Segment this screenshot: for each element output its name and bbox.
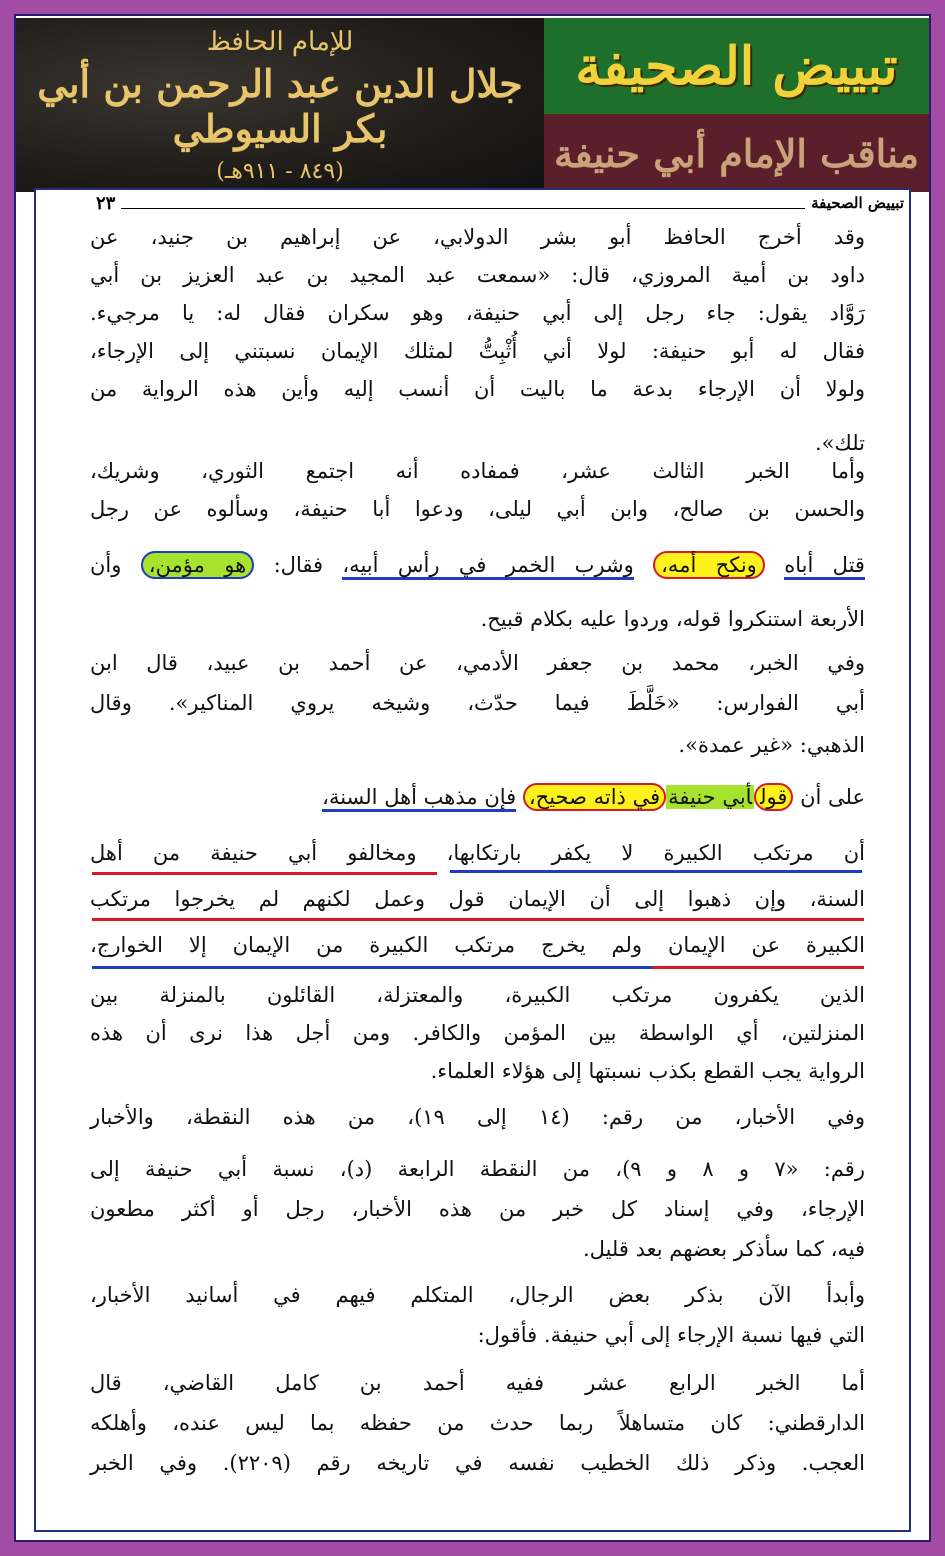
book-subtitle: مناقب الإمام أبي حنيفة [553,130,920,176]
highlighted-line-14 [90,778,865,816]
text-line-16: السنة، وإن ذهبوا إلى أن الإيمان قول وعمل لكنهم لم يخرجوا مرتكب [90,887,865,911]
phrase-said: فقال: [273,553,324,577]
text-line-17: الكبيرة عن الإيمان ولم يخرج مرتكب الكبيرة من الإيمان إلا الخوارج، [90,933,865,957]
text-line-1: وقد أخرج الحافظ أبو بشر الدولابي، عن إبراهيم بن جنيد، عن [90,225,865,249]
phrase-saying: قول [754,783,793,811]
phrase-abu-hanifa: أبي حنيفة [668,785,753,809]
text-line-21: وفي الأخبار، من رقم: (١٤ إلى ١٩)، من هذه النقطة، والأخبار [90,1105,865,1129]
phrase-drank-wine: وشرب الخمر في رأس أبيه، [342,553,633,580]
text-line-15: أن مرتكب الكبيرة لا يكفر بارتكابها، ومخالفو أبي حنيفة من أهل [90,841,865,865]
phrase-and-that: وأن [90,553,122,577]
text-line-13: الذهبي: «غير عمدة». [678,733,865,757]
text-line-22: رقم: «٧ و ٨ و ٩)، من النقطة الرابعة (د)، نسبة أبي حنيفة إلى [90,1157,865,1181]
text-line-29: العجب. وذكر ذلك الخطيب نفسه في تاريخه رقم (٢٢٠٩). وفي الخبر [90,1451,865,1475]
author-name: جلال الدين عبد الرحمن بن أبي بكر السيوطي [37,60,523,151]
phrase-however: على أن [800,785,865,809]
blue-underline-1 [450,870,862,873]
phrase-married-mother: ونكح أمه، [653,551,765,579]
phrase-killed-father: قتل أباه [784,553,865,580]
header-rule [121,198,805,209]
text-line-28: الدارقطني: كان متساهلاً ربما حدث من حفظه بما ليس عنده، وأهلكه [90,1411,865,1435]
blue-underline-2 [92,966,652,969]
text-line-20: الرواية يجب القطع بكذب نسبتها إلى هؤلاء العلماء. [430,1059,865,1083]
phrase-he-is-believer: هو مؤمن، [141,551,254,579]
text-line-12: أبي الفوارس: «خَلَّطَ فيما حدّث، وشيخه يروي المناكير». وقال [90,691,865,715]
text-line-24: فيه، كما سأذكر بعضهم بعد قليل. [582,1237,865,1261]
book-title-banner [544,18,929,114]
text-line-4: فقال له أبو حنيفة: لولا أني أُثْبِتُّ لمثلك الإيمان نسبتني إلى الإرجاء، [90,339,865,363]
text-line-26: التي فيها نسبة الإرجاء إلى أبي حنيفة. فأقول: [477,1323,865,1347]
page-header [96,192,904,214]
red-underline-1 [92,872,437,875]
text-line-3: رَوَّاد يقول: جاء رجل إلى أبي حنيفة، وهو سكران فقال له: يا مرجيء. [90,301,865,325]
imam-title: للإمام الحافظ [206,26,354,57]
text-line-19: المنزلتين، أي الواسطة بين المؤمن والكافر. ومن أجل هذا نرى أن هذه [90,1021,865,1045]
text-line-10: الأربعة استنكروا قوله، وردوا عليه بكلام قبيح. [480,607,865,631]
red-underline-2 [92,918,864,921]
author-banner [16,18,544,192]
page-number: ٢٣ [96,192,116,214]
text-line-11: وفي الخبر، محمد بن جعفر الأدمي، عن أحمد بن عبيد، قال ابن [90,651,865,675]
text-line-27: أما الخبر الرابع عشر ففيه أحمد بن كامل القاضي، قال [90,1371,865,1395]
text-line-6: تلك». [814,431,865,455]
phrase-sunni-school: فإن مذهب أهل السنة، [322,785,516,812]
text-line-18: الذين يكفرون مرتكب الكبيرة، والمعتزلة، القائلون بالمنزلة بين [90,983,865,1007]
text-line-2: داود بن أمية المروزي، قال: «سمعت عبد المجيد بن عبد العزيز بن أبي [90,263,865,287]
phrase-correct-itself: في ذاته صحيح، [523,783,666,811]
text-line-7: وأما الخبر الثالث عشر، فمفاده أنه اجتمع الثوري، وشريك، [90,459,865,483]
text-line-5: ولولا أن الإرجاء بدعة ما باليت أن أنسب إليه وأين هذه الرواية من [90,377,865,401]
book-subtitle-banner [544,114,929,192]
text-line-25: وأبدأ الآن بذكر بعض الرجال، المتكلم فيهم في أسانيد الأخبار، [90,1283,865,1307]
text-line-8: والحسن بن صالح، وابن أبي ليلى، ودعوا أبا حنيفة، وسألوه عن رجل [90,497,865,521]
highlighted-line-9 [90,546,865,584]
text-line-23: الإرجاء، وفي إسناد كل خبر من هذه الأخبار، رجل أو أكثر مطعون [90,1197,865,1221]
book-title: تبييض الصحيفة [575,35,898,97]
running-title: تبييض الصحيفة [811,194,904,212]
author-dates: (٨٤٩ - ٩١١هـ) [216,158,344,184]
